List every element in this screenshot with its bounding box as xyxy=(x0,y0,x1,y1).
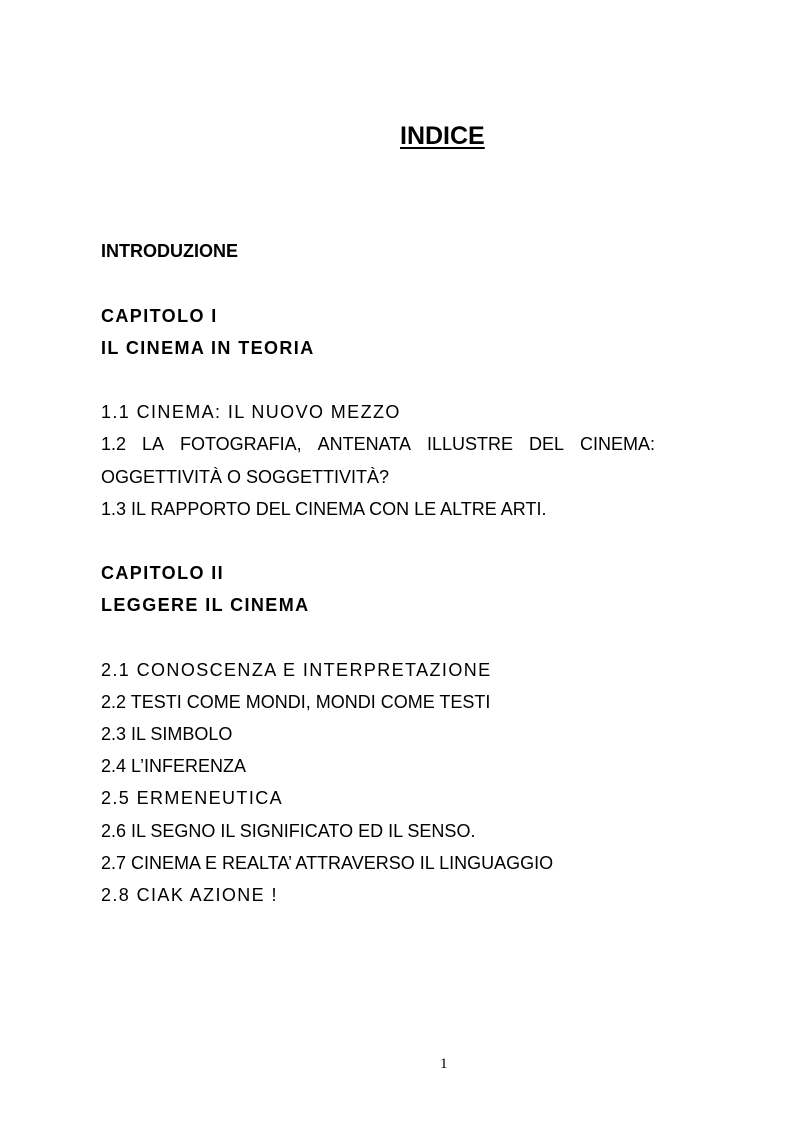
section-2-4: 2.4 L’INFERENZA xyxy=(101,756,247,776)
section-2-1: 2.1 CONOSCENZA E INTERPRETAZIONE xyxy=(101,660,492,680)
section-1-2-word-2: LA xyxy=(142,434,165,454)
section-2-3: 2.3 IL SIMBOLO xyxy=(101,724,233,744)
section-2-8: 2.8 CIAK AZIONE ! xyxy=(101,885,278,905)
section-2-5: 2.5 ERMENEUTICA xyxy=(101,788,284,808)
introduction-heading: INTRODUZIONE xyxy=(101,241,238,261)
chapter-1-label: CAPITOLO I xyxy=(101,306,218,326)
chapter-1-title: IL CINEMA IN TEORIA xyxy=(101,338,315,358)
section-1-2-word-5: ILLUSTRE xyxy=(426,434,513,454)
section-1-2-word-6: DEL xyxy=(528,434,564,454)
section-1-2-word-4: ANTENATA xyxy=(317,434,411,454)
chapter-2-title: LEGGERE IL CINEMA xyxy=(101,595,310,615)
page-title: INDICE xyxy=(400,122,485,150)
section-1-2-word-7: CINEMA: xyxy=(579,434,655,454)
section-1-2-word-3: FOTOGRAFIA, xyxy=(180,434,302,454)
section-1-2-line-1 xyxy=(101,433,655,455)
section-2-7: 2.7 CINEMA E REALTA’ ATTRAVERSO IL LINGUAGGIO xyxy=(101,853,554,873)
section-1-1: 1.1 CINEMA: IL NUOVO MEZZO xyxy=(101,402,401,422)
page-number: 1 xyxy=(440,1056,448,1072)
section-2-2: 2.2 TESTI COME MONDI, MONDI COME TESTI xyxy=(101,692,491,712)
section-1-3: 1.3 IL RAPPORTO DEL CINEMA CON LE ALTRE ARTI. xyxy=(101,499,547,519)
section-1-2-line-2: OGGETTIVITÀ O SOGGETTIVITÀ? xyxy=(101,467,390,487)
chapter-2-label: CAPITOLO II xyxy=(101,563,225,583)
section-1-2-word-1: 1.2 xyxy=(101,434,127,454)
section-2-6: 2.6 IL SEGNO IL SIGNIFICATO ED IL SENSO. xyxy=(101,821,476,841)
